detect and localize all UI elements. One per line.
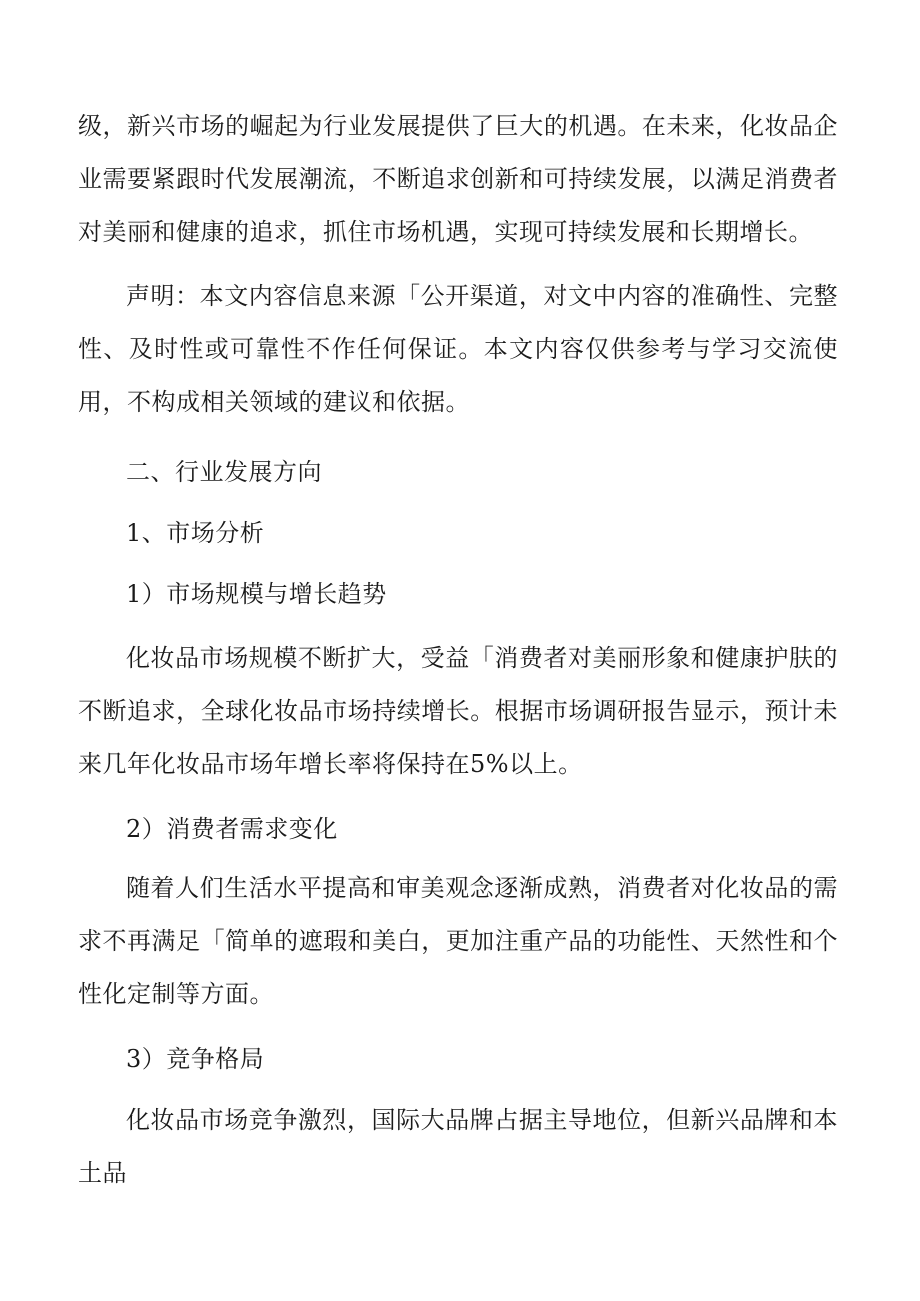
item3-heading: 3）竞争格局 [126,1045,265,1073]
item2-heading: 2）消费者需求变化 [126,815,338,843]
section-heading: 二、行业发展方向 [126,458,322,486]
item2-paragraph: 随着人们生活水平提高和审美观念逐渐成熟，消费者对化妆品的需求不再满足「简单的遮瑕和美白，更加注重产品的功能性、天然性和个性化定制等方面。 [78,874,838,1008]
item3-paragraph: 化妆品市场竞争激烈，国际大品牌占据主导地位，但新兴品牌和本土品 [78,1106,838,1187]
disclaimer-paragraph: 声明：本文内容信息来源「公开渠道，对文中内容的准确性、完整性、及时性或可靠性不作任何保证。本文内容仅供参考与学习交流使用，不构成相关领域的建议和依据。 [78,282,838,416]
subsection-heading: 1、市场分析 [126,519,265,547]
item1-heading: 1）市场规模与增长趋势 [126,580,387,608]
item1-paragraph: 化妆品市场规模不断扩大，受益「消费者对美丽形象和健康护肤的不断追求，全球化妆品市场持续增长。根据市场调研报告显示，预计未来几年化妆品市场年增长率将保持在5%以上。 [78,644,838,778]
paragraph-continuation: 级，新兴市场的崛起为行业发展提供了巨大的机遇。在未来，化妆品企业需要紧跟时代发展潮流，不断追求创新和可持续发展，以满足消费者对美丽和健康的追求，抓住市场机遇，实现可持续发展和长期增长。 [78,112,838,246]
